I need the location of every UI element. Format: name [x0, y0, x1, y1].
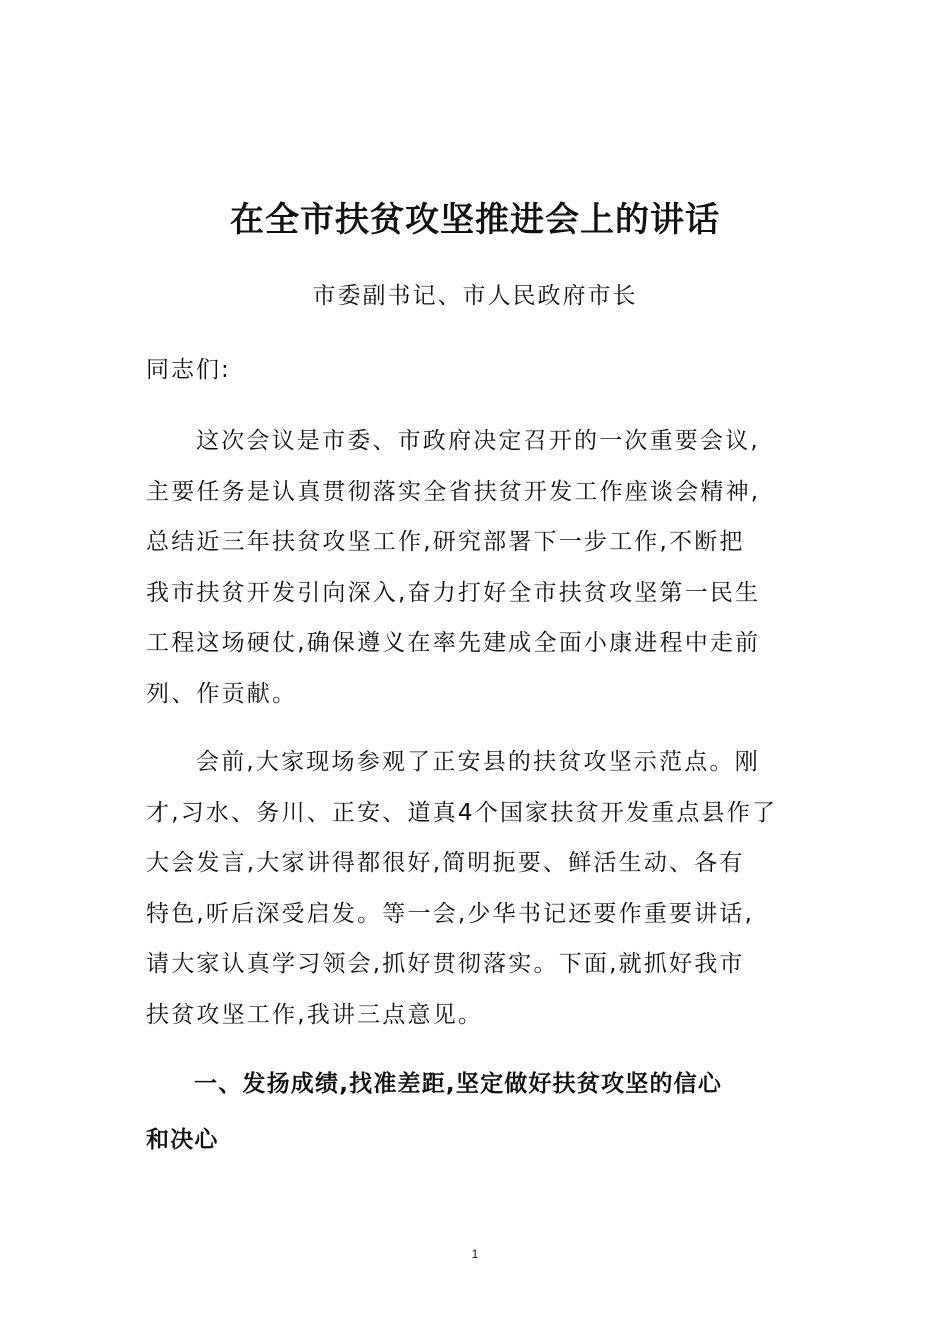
paragraph-line: 扶贫攻坚工作,我讲三点意见。 [146, 1001, 484, 1028]
paragraph-line: 特色,听后深受启发。等一会,少华书记还要作重要讲话, [146, 900, 755, 927]
page-number: 1 [471, 1247, 479, 1261]
paragraph-line: 总结近三年扶贫攻坚工作,研究部署下一步工作,不断把 [146, 529, 745, 555]
paragraph-line: 我市扶贫开发引向深入,奋力打好全市扶贫攻坚第一民生 [146, 579, 761, 606]
paragraph-line: 主要任务是认真贯彻落实全省扶贫开发工作座谈会精神, [146, 478, 761, 505]
paragraph-line: 大会发言,大家讲得都很好,简明扼要、鲜活生动、各有 [146, 850, 745, 876]
paragraph-line: 这次会议是市委、市政府决定召开的一次重要会议, [196, 428, 760, 454]
section-heading-line: 和决心 [146, 1127, 219, 1153]
document-subtitle: 市委副书记、市人民政府市长 [312, 283, 638, 309]
paragraph-line: 会前,大家现场参观了正安县的扶贫攻坚示范点。刚 [196, 749, 760, 775]
section-heading-line: 一、发扬成绩,找准差距,坚定做好扶贫攻坚的信心 [194, 1071, 723, 1097]
paragraph [146, 737, 806, 1040]
paragraph-line: 列、作贡献。 [146, 680, 298, 707]
paragraph-line: 才,习水、务川、正安、道真4个国家扶贫开发重点县作了 [146, 799, 778, 826]
document-title: 在全市扶贫攻坚推进会上的讲话 [230, 200, 720, 240]
paragraph-line: 工程这场硬仗,确保遵义在率先建成全面小康进程中走前 [146, 630, 761, 656]
paragraph [146, 416, 806, 719]
paragraph-line: 请大家认真学习领会,抓好贯彻落实。下面,就抓好我市 [146, 951, 745, 977]
salutation: 同志们: [146, 357, 231, 383]
section-heading [146, 1056, 806, 1168]
